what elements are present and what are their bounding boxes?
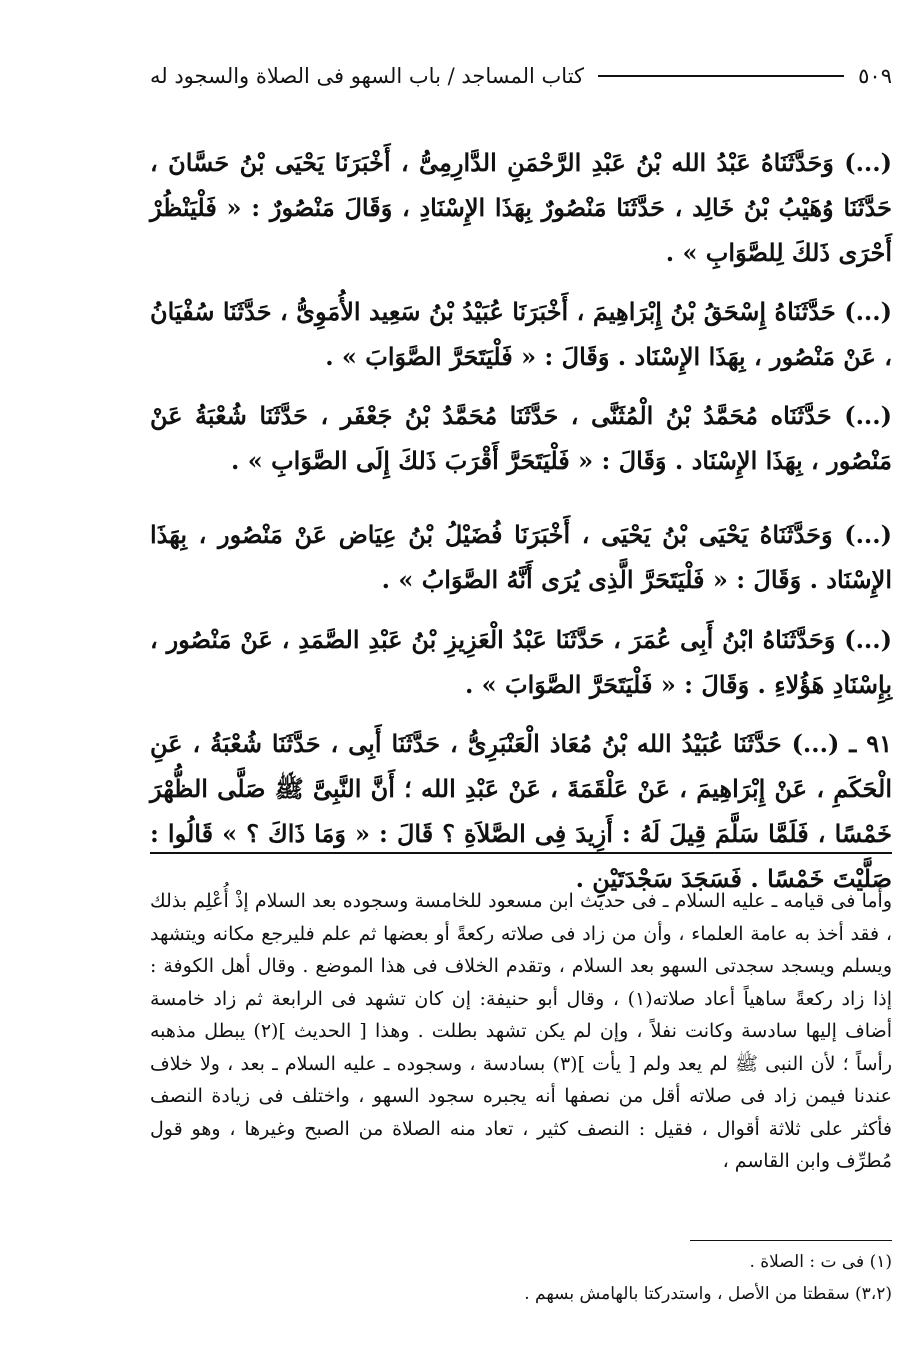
page-number: ٥٠٩: [858, 64, 892, 88]
footnote: (١) فى ت : الصلاة .: [749, 1252, 892, 1272]
hadith-paragraph: (...) وَحَدَّثَنَاهُ ابْنُ أَبِى عُمَرَ ، حَدَّثَنَا عَبْدُ الْعَزِيزِ بْنُ عَبْدِ الصَّمَدِ ، عَنْ مَنْصُور ، بِإِسْنَادِ هَؤُلاءِ . وَقَالَ : « فَلْيَتَحَرَّ الصَّوَابَ » .: [150, 625, 893, 699]
hadith-paragraph: (...) وَحَدَّثَنَاهُ يَحْيَى بْنُ يَحْيَى ، أَخْبَرَنَا فُضَيْلُ بْنُ عِيَاض عَنْ مَنْصُور ، بِهَذَا الإِسْنَاد . وَقَالَ : « فَلْيَتَحَرَّ الَّذِى يُرَى أَنَّهُ الصَّوَابُ » .: [150, 520, 892, 594]
hadith-paragraph: (...) وَحَدَّثَنَاهُ عَبْدُ الله بْنُ عَبْدِ الرَّحْمَنِ الدَّارِمِىُّ ، أَخْبَرَنَا يَحْيَى بْنُ حَسَّانَ ، حَدَّثَنَا وُهَيْبُ بْنُ خَالِد ، حَدَّثَنَا مَنْصُورٌ بِهَذَا الإِسْنَادِ ، وَقَالَ مَنْصُورٌ : « فَلْيَنْظُرْ أَحْرَى ذَلكَ لِلصَّوَابِ » .: [150, 148, 892, 267]
hadith-paragraph: (...) حَدَّثَنَاهُ إِسْحَقُ بْنُ إِبْرَاهِيمَ ، أَخْبَرَنَا عُبَيْدُ بْنُ سَعِيد الأُمَوِىُّ ، حَدَّثَنَا سُفْيَانُ ، عَنْ مَنْصُور ، بِهَذَا الإِسْنَاد . وَقَالَ : « فَلْيَتَحَرَّ الصَّوَابَ » .: [150, 297, 892, 371]
running-header: [150, 58, 892, 94]
header-rule: [598, 75, 844, 77]
commentary-paragraph: وأما فى قيامه ـ عليه السلام ـ فى حديث ابن مسعود للخامسة وسجوده بعد السلام إذْ أُعْلِم بذلك ، فقد أخذ به عامة العلماء ، وأن من زاد فى صلاته ركعةً أو بعضها ثم علم فليرجع مكانه ويتشهد ويسلم ويسجد سجدتى السهو بعد السلام ، وتقدم الخلاف فى هذا الموضع . وقال أهل الكوفة : إذا زاد ركعةً ساهياً أعاد صلاته(١) ، وقال أبو حنيفة: إن كان تشهد فى الرابعة ثم زاد خامسة أضاف إليها سادسة وكانت نفلاً ، وإن لم يكن تشهد بطلت . وهذا [ الحديث ](٢) يبطل مذهبه رأساً ؛ لأن النبى ﷺ لم يعد ولم [ يأت ](٣) بسادسة ، وسجوده ـ عليه السلام ـ بعد ، ولا خلاف عندنا فيمن زاد فى صلاته أقل من نصفها أنه يجبره سجود السهو ، واختلف فى زيادة النصف فأكثر على ثلاثة أقوال ، فقيل : النصف كثير ، تعاد منه الصلاة من الصبح وغيرها ، وهو قول مُطرِّف وابن القاسم ،: [150, 890, 893, 1172]
footnote-divider: [690, 1240, 892, 1241]
footnotes: [150, 1246, 892, 1310]
section-divider: [150, 852, 892, 854]
footnote: (٣،٢) سقطتا من الأصل ، واستدركتا بالهامش بسهم .: [524, 1284, 892, 1304]
chapter-title: كتاب المساجد / باب السهو فى الصلاة والسجود له: [150, 64, 585, 88]
hadith-paragraph: ٩١ ـ (...) حَدَّثَنَا عُبَيْدُ الله بْنُ مُعَاذ الْعَنْبَرِىُّ ، حَدَّثَنَا أَبِى ، حَدَّثَنَا شُعْبَةُ ، عَنِ الْحَكَمِ ، عَنْ إِبْرَاهِيمَ ، عَنْ عَلْقَمَةَ ، عَنْ عَبْدِ الله ؛ أَنَّ النَّبِىَّ ﷺ صَلَّى الظُّهْرَ خَمْسًا ، فَلَمَّا سَلَّمَ قِيلَ لَهُ : أَزِيدَ فِى الصَّلاَةِ ؟ قَالَ : « وَمَا ذَاكَ ؟ » قَالُوا : صَلَّيْتَ خَمْسًا . فَسَجَدَ سَجْدَتَيْنِ .: [150, 729, 892, 893]
hadith-paragraph: (...) حَدَّثَنَاه مُحَمَّدُ بْنُ الْمُثَنَّى ، حَدَّثَنَا مُحَمَّدُ بْنُ جَعْفَر ، حَدَّثَنَا شُعْبَةُ عَنْ مَنْصُور ، بِهَذَا الإِسْنَاد . وَقَالَ : « فَلْيَتَحَرَّ أَقْرَبَ ذَلكَ إِلَى الصَّوَابِ » .: [150, 401, 892, 475]
